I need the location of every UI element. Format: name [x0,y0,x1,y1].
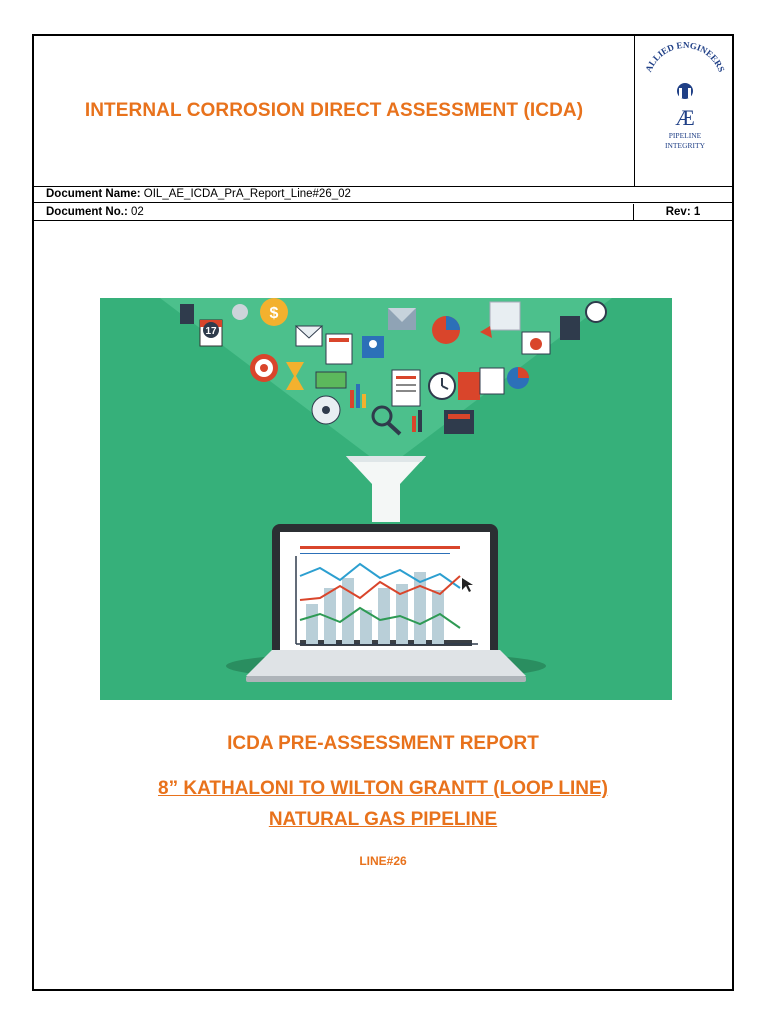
document-name-label: Document Name: [46,188,141,200]
logo-line2: INTEGRITY [665,141,705,150]
document-page [32,34,734,991]
document-number-value: 02 [130,206,144,218]
hero-illustration [100,298,672,700]
logo-line1: PIPELINE [668,131,702,140]
line-identifier: LINE#26 [359,854,407,868]
revision-label: Rev: 1 [633,204,732,221]
document-number-row [34,204,732,221]
calendar-icon-number: 17 [205,326,217,337]
dollar-icon-symbol: $ [269,305,279,322]
header-block [34,36,732,187]
logo-arc-text: ALLIED ENGINEERS [643,39,727,74]
allied-engineers-logo-icon [635,36,733,186]
document-title: INTERNAL CORROSION DIRECT ASSESSMENT (ICDA) [84,100,584,121]
logo-monogram: Æ [675,105,695,130]
company-logo [634,36,733,186]
document-name-row [34,186,732,203]
report-title: ICDA PRE-ASSESSMENT REPORT [227,733,539,754]
pipeline-title-line2: NATURAL GAS PIPELINE [268,809,498,830]
pipeline-title-line1: 8” KATHALONI TO WILTON GRANTT (LOOP LINE) [158,778,608,799]
data-funnel-laptop-illustration [100,298,672,700]
document-number-label: Document No.: [46,206,128,218]
svg-text:ALLIED ENGINEERS [643,40,726,74]
document-name-value: OIL_AE_ICDA_PrA_Report_Line#26_02 [143,188,351,200]
